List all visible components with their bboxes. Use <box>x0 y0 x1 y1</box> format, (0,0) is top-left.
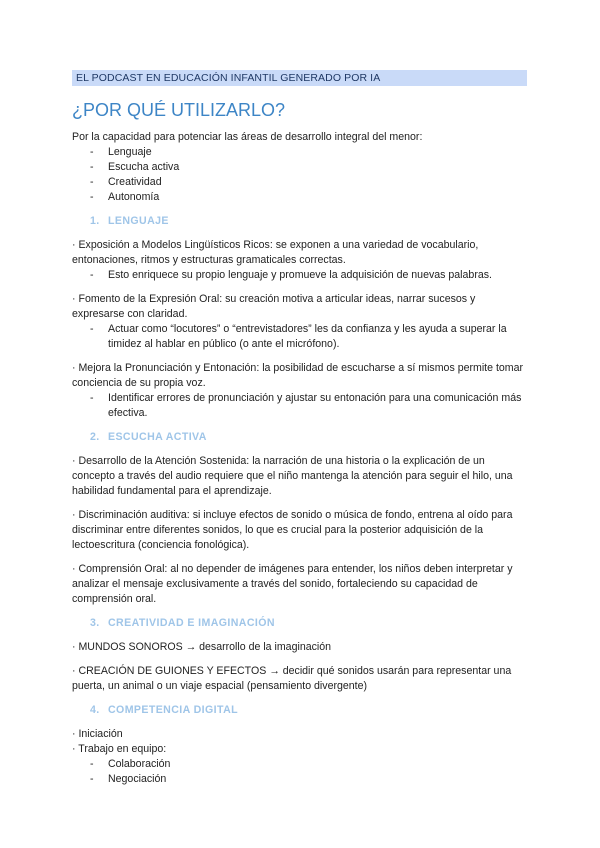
section-heading-competencia-digital: 4. COMPETENCIA DIGITAL <box>90 704 239 716</box>
list-item: - Escucha activa <box>90 161 180 173</box>
dash-marker: - <box>90 323 94 335</box>
sub-list <box>72 322 527 352</box>
list-item: - Negociación <box>90 773 167 785</box>
paragraph: · Comprensión Oral: al no depender de imágenes para entender, los niños deben interpretar y analizar el mensaje exclusivamente a través del sonido, fortaleciendo su capacidad de comprensión oral. <box>72 563 513 605</box>
dash-marker: - <box>90 191 94 203</box>
paragraph: · Exposición a Modelos Lingüísticos Ricos: se exponen a una variedad de vocabulario, entonaciones, ritmos y estructuras gramaticales correctas. <box>72 239 479 266</box>
document-banner: EL PODCAST EN EDUCACIÓN INFANTIL GENERADO POR IA <box>72 70 527 86</box>
sub-list <box>72 268 527 283</box>
paragraph: · Desarrollo de la Atención Sostenida: la narración de una historia o la explicación de un concepto a través del audio requiere que el niño mantenga la atención para seguir el hilo, una habilidad fundamental para el aprendizaje. <box>72 455 513 497</box>
paragraph: · Discriminación auditiva: si incluye efectos de sonido o música de fondo, entrena al oído para discriminar entre diferentes sonidos, lo que es crucial para la posterior adquisición de la lectoescritura (conciencia fonológica). <box>72 509 513 551</box>
dash-marker: - <box>90 392 94 404</box>
dash-marker: - <box>90 773 94 785</box>
list-item: - Lenguaje <box>90 146 152 158</box>
list-item: - Actuar como “locutores” o “entrevistadores” les da confianza y les ayuda a superar la timidez al hablar en público (o ante el micrófono). <box>90 323 507 350</box>
dash-marker: - <box>90 758 94 770</box>
list-item: - Esto enriquece su propio lenguaje y promueve la adquisición de nuevas palabras. <box>90 269 492 281</box>
dash-marker: - <box>90 269 94 281</box>
section-heading-lenguaje: 1. LENGUAJE <box>90 215 169 227</box>
paragraph: · MUNDOS SONOROS → desarrollo de la imaginación <box>72 641 332 653</box>
list-item: - Identificar errores de pronunciación y ajustar su entonación para una comunicación más efectiva. <box>90 392 522 419</box>
paragraph: · Mejora la Pronunciación y Entonación: la posibilidad de escucharse a sí mismos permite tomar conciencia de su propia voz. <box>72 362 524 389</box>
dash-marker: - <box>90 176 94 188</box>
list-item: - Autonomía <box>90 191 160 203</box>
list-item: - Colaboración <box>90 758 171 770</box>
intro-paragraph: Por la capacidad para potenciar las áreas de desarrollo integral del menor: <box>72 131 423 143</box>
section-heading-escucha-activa: 2. ESCUCHA ACTIVA <box>90 431 207 443</box>
page-title: ¿POR QUÉ UTILIZARLO? <box>72 100 286 120</box>
list-item: - Creatividad <box>90 176 162 188</box>
dash-marker: - <box>90 146 94 158</box>
dash-marker: - <box>90 161 94 173</box>
areas-list <box>72 145 527 205</box>
document-page <box>72 70 527 787</box>
paragraph: · Fomento de la Expresión Oral: su creación motiva a articular ideas, narrar sucesos y expresarse con claridad. <box>72 293 476 320</box>
paragraph: · Trabajo en equipo: <box>72 743 167 755</box>
section-heading-creatividad: 3. CREATIVIDAD E IMAGINACIÓN <box>90 617 275 629</box>
paragraph: · CREACIÓN DE GUIONES Y EFECTOS → decidir qué sonidos usarán para representar una puerta, un animal o un viaje espacial (pensamiento divergente) <box>72 665 512 692</box>
sub-list <box>72 391 527 421</box>
sub-list <box>72 757 527 787</box>
paragraph: · Iniciación <box>72 728 123 740</box>
